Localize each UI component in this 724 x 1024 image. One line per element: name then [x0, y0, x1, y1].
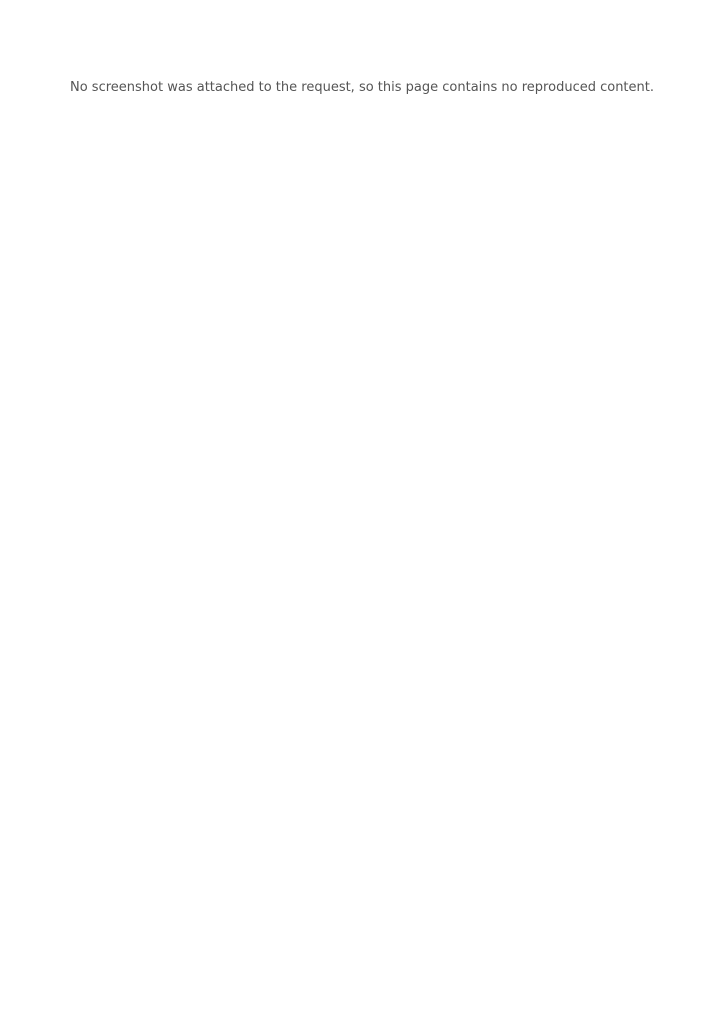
- missing-image-notice: No screenshot was attached to the request, so this page contains no reproduced content.: [70, 80, 654, 95]
